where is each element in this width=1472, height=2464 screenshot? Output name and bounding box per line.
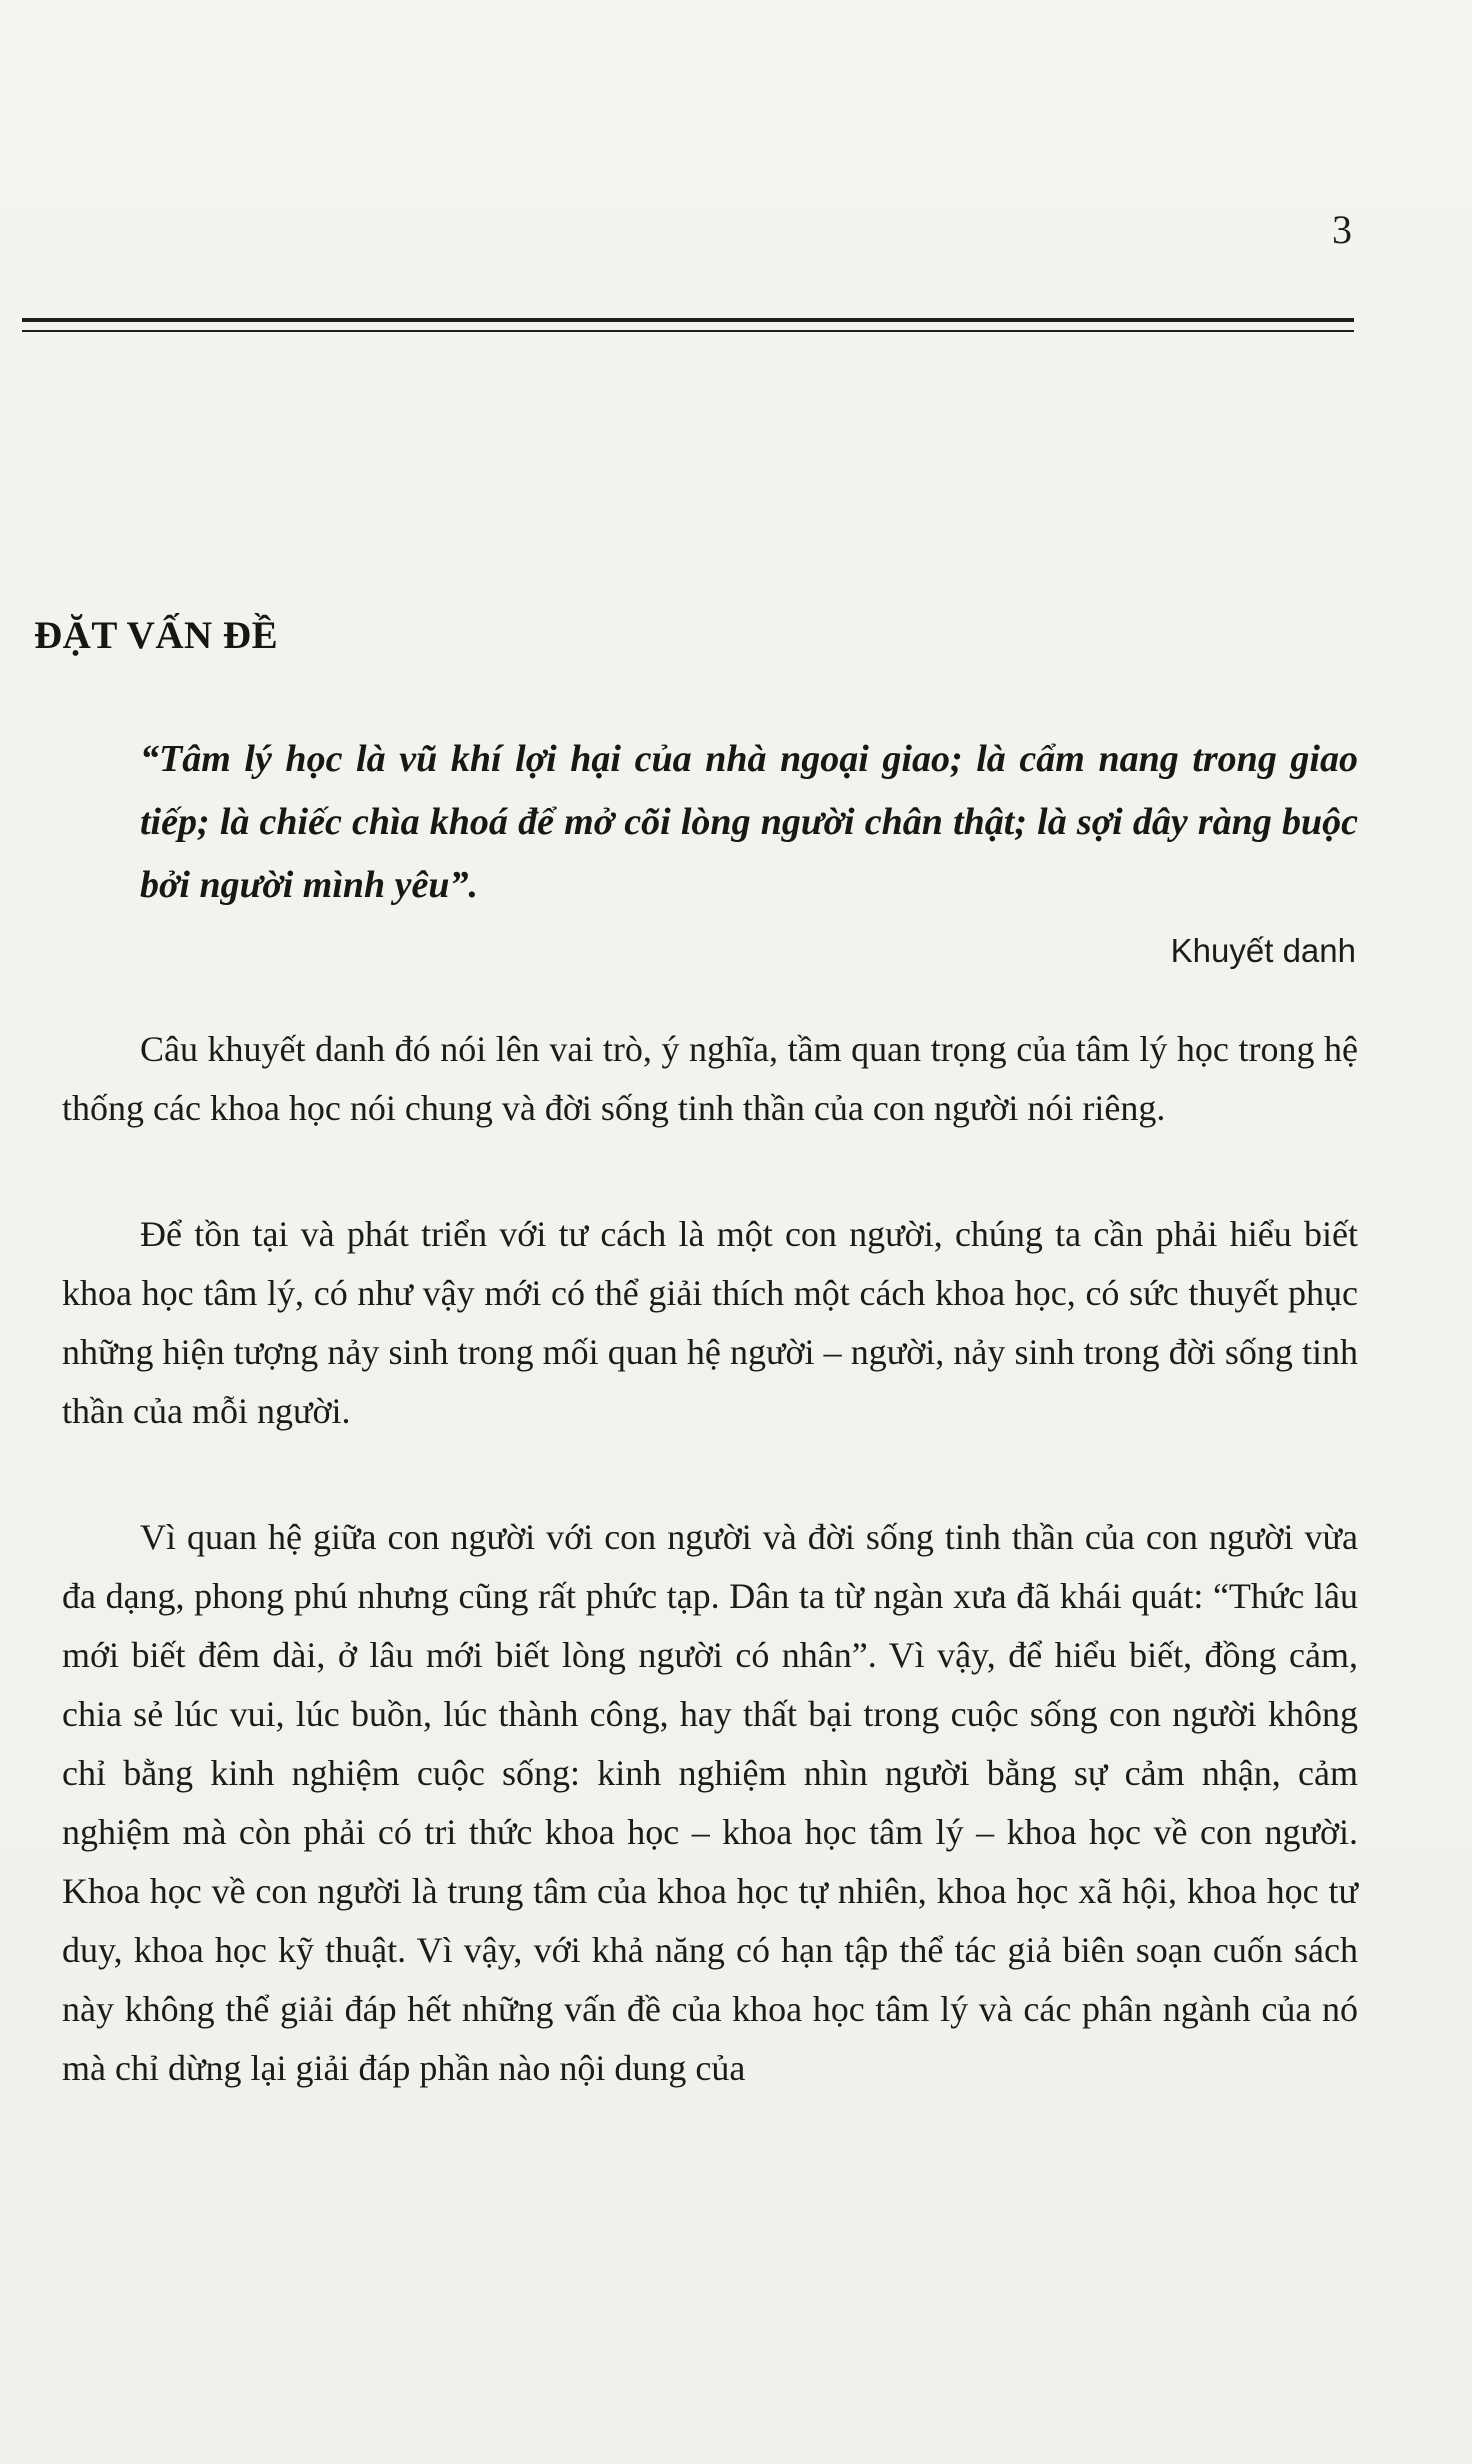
epigraph-quote: “Tâm lý học là vũ khí lợi hại của nhà ngoại giao; là cẩm nang trong giao tiếp; là chiếc chìa khoá để mở cõi lòng người chân thật; là sợi dây ràng buộc bởi người mình yêu”. [140, 738, 1358, 906]
header-rule-thick [22, 318, 1354, 322]
body-paragraph-3: Vì quan hệ giữa con người với con người và đời sống tinh thần của con người vừa đa dạng, phong phú nhưng cũng rất phức tạp. Dân ta từ ngàn xưa đã khái quát: “Thức lâu mới biết đêm dài, ở lâu mới biết lòng người có nhân”. Vì vậy, để hiểu biết, đồng cảm, chia sẻ lúc vui, lúc buồn, lúc thành công, hay thất bại trong cuộc sống con người không chỉ bằng kinh nghiệm cuộc sống: kinh nghiệm nhìn người bằng sự cảm nhận, cảm nghiệm mà còn phải có tri thức khoa học – khoa học tâm lý – khoa học về con người. Khoa học về con người là trung tâm của khoa học tự nhiên, khoa học xã hội, khoa học tư duy, khoa học kỹ thuật. Vì vậy, với khả năng có hạn tập thể tác giả biên soạn cuốn sách này không thể giải đáp hết những vấn đề của khoa học tâm lý và các phân ngành của nó mà chỉ dừng lại giải đáp phần nào nội dung của [62, 1517, 1358, 2088]
epigraph-attribution: Khuyết danh [1170, 932, 1356, 969]
section-heading: ĐẶT VẤN ĐỀ [34, 614, 279, 657]
body-paragraph-1: Câu khuyết danh đó nói lên vai trò, ý nghĩa, tầm quan trọng của tâm lý học trong hệ thống các khoa học nói chung và đời sống tinh thần của con người nói riêng. [62, 1029, 1358, 1128]
header-rule-thin [22, 330, 1354, 332]
page-number: 3 [1332, 207, 1352, 252]
body-paragraph-2: Để tồn tại và phát triển với tư cách là một con người, chúng ta cần phải hiểu biết khoa học tâm lý, có như vậy mới có thể giải thích một cách khoa học, có sức thuyết phục những hiện tượng nảy sinh trong mối quan hệ người – người, nảy sinh trong đời sống tinh thần của mỗi người. [62, 1214, 1358, 1431]
